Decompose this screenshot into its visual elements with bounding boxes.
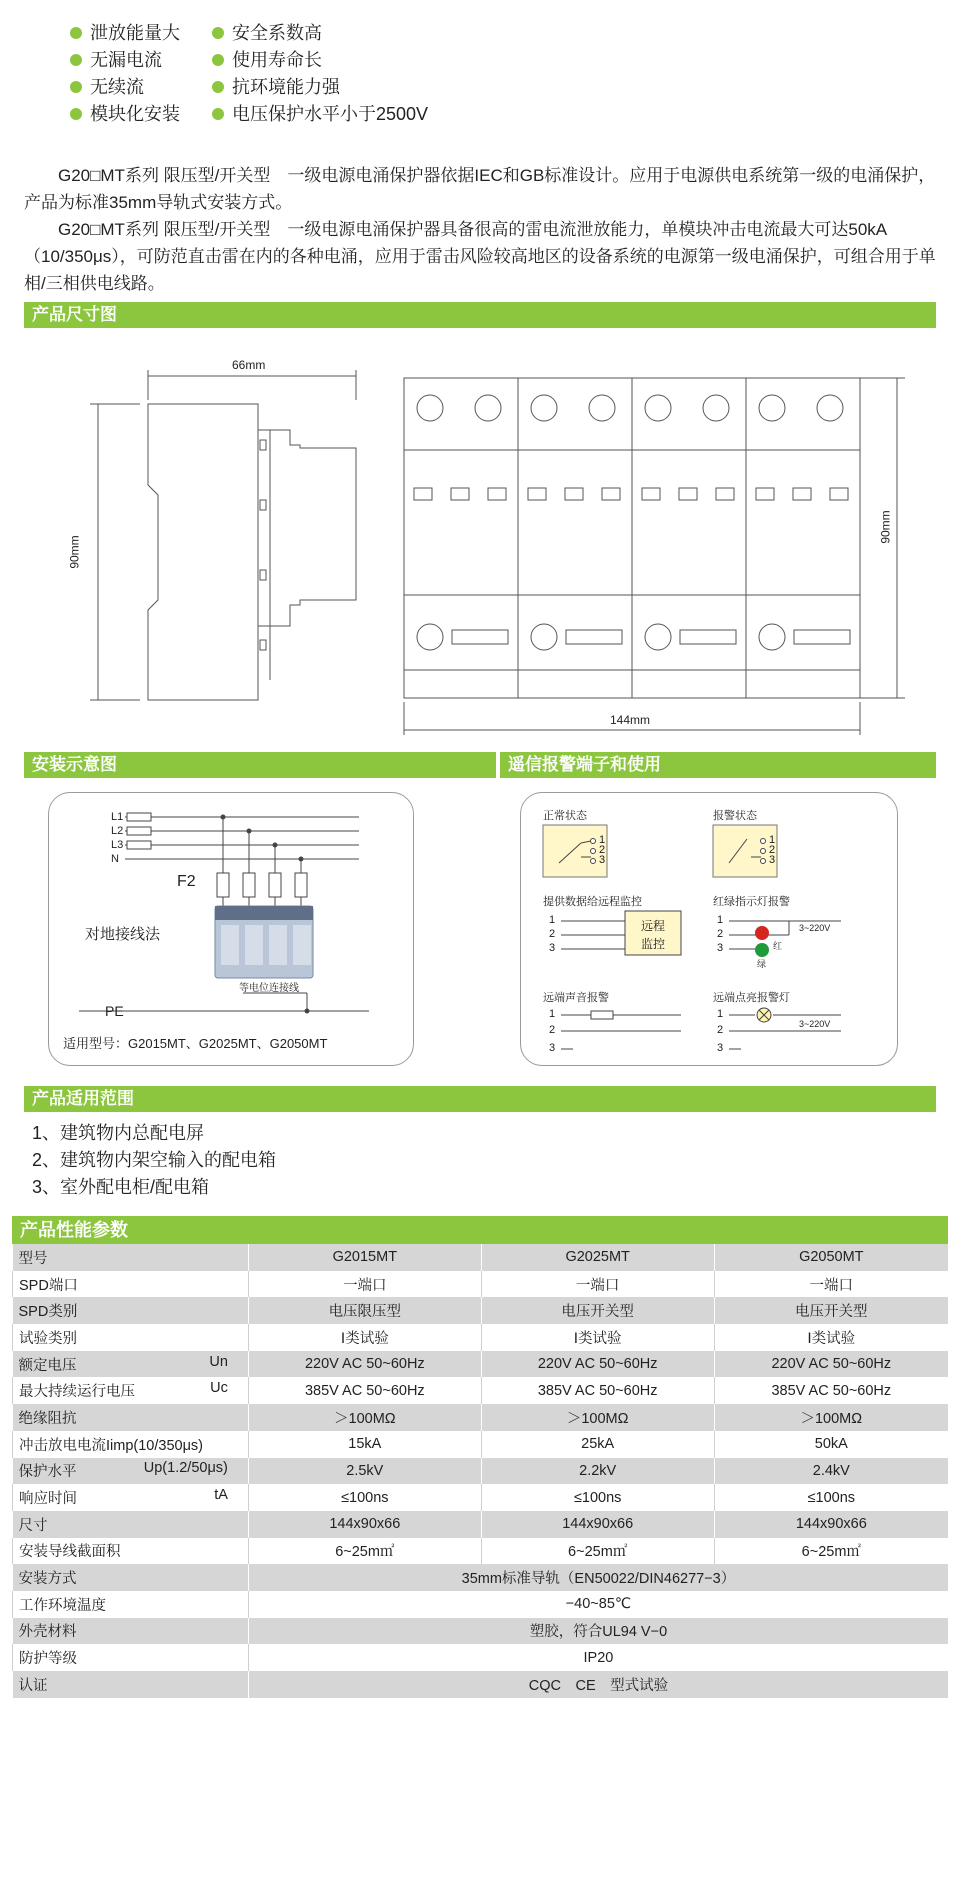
table-cell: Ⅰ类试验 <box>714 1324 948 1351</box>
pin-label: 1 <box>549 914 556 926</box>
voltage-label: 3~220V <box>799 923 831 933</box>
dimension-svg <box>0 340 960 760</box>
pin-label: 2 <box>717 928 724 940</box>
param-name-cell: 外壳材料 <box>13 1618 249 1645</box>
green-led-icon <box>755 943 769 957</box>
table-cell: 一端口 <box>714 1271 948 1298</box>
param-label: 额定电压 <box>18 1357 77 1374</box>
table-cell: 一端口 <box>481 1271 714 1298</box>
feature-item: 安全系数高 <box>212 20 322 46</box>
list-item: 3、室外配电柜/配电箱 <box>32 1177 210 1197</box>
table-row <box>13 1351 949 1378</box>
table-cell: 15kA <box>248 1431 481 1458</box>
param-label: 绝缘阻抗 <box>18 1410 77 1427</box>
line-label-n: N <box>111 853 119 865</box>
table-row <box>13 1538 949 1565</box>
param-name <box>19 1300 242 1321</box>
models-label: 适用型号：G2015MT、G2025MT、G2050MT <box>63 1036 328 1051</box>
feature-item: 模块化安装 <box>70 101 180 127</box>
pin-label: 2 <box>769 844 776 856</box>
param-name <box>19 1407 242 1428</box>
bullet-icon <box>212 81 224 93</box>
param-name-cell: 防护等级 <box>13 1644 249 1671</box>
pin-label: 1 <box>717 1008 724 1020</box>
table-cell: 6~25m㎡ <box>481 1538 714 1565</box>
param-label: SPD类别 <box>18 1304 78 1321</box>
dim-length-label: 144mm <box>610 713 651 727</box>
pin-label: 1 <box>549 1008 556 1020</box>
table-cell: 144x90x66 <box>714 1511 948 1538</box>
section-bar-spec: 产品性能参数 <box>12 1216 948 1244</box>
bullet-icon <box>212 54 224 66</box>
remote-panel <box>520 792 898 1066</box>
param-name <box>19 1540 242 1561</box>
intro-paragraph-1: G20□MT系列 限压型/开关型 一级电源电涌保护器依据IEC和GB标准设计。应用于电源供电系统第一级的电涌保护，产品为标准35mm导轨式安装方式。 <box>24 166 936 212</box>
param-label: 尺寸 <box>18 1517 48 1534</box>
table-row <box>13 1431 949 1458</box>
red-led-icon <box>755 926 769 940</box>
section-bar-dimensions: 产品尺寸图 <box>24 302 936 328</box>
table-row <box>13 1564 949 1591</box>
dim-height-front-label: 90mm <box>878 510 893 544</box>
param-name-cell <box>13 1458 249 1485</box>
param-name-cell <box>13 1271 249 1298</box>
section-bar-install: 安装示意图 <box>24 752 496 778</box>
param-name <box>19 1514 242 1535</box>
pin-label: 3 <box>599 854 606 866</box>
table-header-cell: G2015MT <box>248 1244 481 1271</box>
table-cell: 6~25m㎡ <box>248 1538 481 1565</box>
param-name <box>19 1354 242 1375</box>
param-name-cell <box>13 1324 249 1351</box>
pin-label: 1 <box>599 834 606 846</box>
param-name <box>19 1327 242 1348</box>
table-cell: 144x90x66 <box>248 1511 481 1538</box>
pin-label: 3 <box>717 1042 724 1054</box>
pin-label: 3 <box>769 854 776 866</box>
f2-label: F2 <box>177 873 196 890</box>
grounding-label: 对地接线法 <box>85 926 161 943</box>
table-cell: ≤100ns <box>481 1484 714 1511</box>
table-header-cell: G2025MT <box>481 1244 714 1271</box>
table-cell: Ⅰ类试验 <box>481 1324 714 1351</box>
param-name-cell: 安装方式 <box>13 1564 249 1591</box>
table-cell-merged: IP20 <box>248 1644 948 1671</box>
table-row <box>13 1324 949 1351</box>
red-label: 红 <box>773 941 783 951</box>
param-symbol: Up(1.2/50μs) <box>143 1460 228 1477</box>
param-label: 响应时间 <box>19 1491 77 1508</box>
param-name-cell: 认证 <box>13 1671 249 1698</box>
feature-item: 无续流 <box>70 74 144 100</box>
table-cell: 电压开关型 <box>714 1297 948 1324</box>
param-name <box>19 1434 242 1455</box>
list-item: 1、建筑物内总配电屏 <box>32 1123 205 1143</box>
param-name <box>19 1460 242 1481</box>
table-row <box>13 1404 949 1431</box>
table-row <box>13 1484 949 1511</box>
feature-item: 使用寿命长 <box>212 47 322 73</box>
voltage-label: 3~220V <box>799 1019 831 1029</box>
table-row <box>13 1377 949 1404</box>
table-row <box>13 1458 949 1485</box>
pin-label: 3 <box>549 1042 556 1054</box>
table-cell: 220V AC 50~60Hz <box>714 1351 948 1378</box>
table-cell: 电压限压型 <box>248 1297 481 1324</box>
table-cell: ＞100MΩ <box>248 1404 481 1431</box>
list-item: 2、建筑物内架空输入的配电箱 <box>32 1150 277 1170</box>
param-label: 冲击放电电流Iimp(10/350μs) <box>19 1437 204 1454</box>
table-cell: 385V AC 50~60Hz <box>481 1377 714 1404</box>
sound-alarm-label: 远端声音报警 <box>543 992 609 1004</box>
bullet-icon <box>70 27 82 39</box>
lamp-alarm-label: 远端点亮报警灯 <box>713 992 790 1004</box>
table-header-row <box>13 1244 949 1271</box>
param-label: 安装导线截面积 <box>19 1544 121 1561</box>
table-row <box>13 1271 949 1298</box>
alarm-state-label: 报警状态 <box>713 810 757 822</box>
table-cell: 220V AC 50~60Hz <box>481 1351 714 1378</box>
table-cell-merged: −40~85℃ <box>248 1591 948 1618</box>
normal-state-label: 正常状态 <box>543 810 587 822</box>
bullet-icon <box>212 27 224 39</box>
table-cell: ＞100MΩ <box>714 1404 948 1431</box>
param-name <box>19 1487 242 1508</box>
table-row <box>13 1618 949 1645</box>
table-cell: 385V AC 50~60Hz <box>714 1377 948 1404</box>
param-name-cell <box>13 1404 249 1431</box>
table-cell: ＞100MΩ <box>481 1404 714 1431</box>
param-name-cell <box>13 1351 249 1378</box>
table-row <box>13 1511 949 1538</box>
param-name-cell <box>13 1484 249 1511</box>
bullet-icon <box>70 81 82 93</box>
bullet-icon <box>70 108 82 120</box>
table-cell: 一端口 <box>248 1271 481 1298</box>
remote-diagram <box>521 793 897 1065</box>
pin-label: 2 <box>549 1024 556 1036</box>
table-row <box>13 1671 949 1698</box>
line-label-l1: L1 <box>111 811 124 823</box>
table-row <box>13 1591 949 1618</box>
dim-height-side-label: 90mm <box>67 535 82 569</box>
intro-text <box>24 162 936 297</box>
equipotential-label: 等电位连接线 <box>239 983 299 994</box>
table-cell: 144x90x66 <box>481 1511 714 1538</box>
table-row <box>13 1297 949 1324</box>
pin-label: 1 <box>769 834 776 846</box>
param-symbol: Uc <box>210 1380 228 1397</box>
table-cell: 220V AC 50~60Hz <box>248 1351 481 1378</box>
param-name-cell <box>13 1297 249 1324</box>
param-name-cell <box>13 1511 249 1538</box>
bullet-icon <box>212 108 224 120</box>
table-cell-merged: 35mm标准导轨（EN50022/DIN46277−3） <box>248 1564 948 1591</box>
param-name-cell <box>13 1431 249 1458</box>
feature-item: 电压保护水平小于2500V <box>212 101 428 127</box>
install-panel <box>48 792 414 1066</box>
feature-item: 抗环境能力强 <box>212 74 340 100</box>
alarm-state-switch <box>713 825 777 877</box>
table-cell: 6~25m㎡ <box>714 1538 948 1565</box>
pin-label: 3 <box>717 942 724 954</box>
green-label: 绿 <box>757 959 767 969</box>
line-label-l2: L2 <box>111 825 124 837</box>
table-cell-merged: 塑胶，符合UL94 V−0 <box>248 1618 948 1645</box>
table-cell: 2.2kV <box>481 1458 714 1485</box>
data-monitor-label: 提供数据给远程监控 <box>543 896 642 908</box>
param-name <box>19 1274 242 1295</box>
remote-box-label-1: 远程 <box>641 919 666 933</box>
param-label: 保护水平 <box>18 1464 77 1481</box>
param-name-cell <box>13 1377 249 1404</box>
scope-list <box>32 1120 276 1201</box>
param-label: 最大持续运行电压 <box>19 1384 135 1401</box>
pin-label: 3 <box>549 942 556 954</box>
table-header-cell: G2050MT <box>714 1244 948 1271</box>
table-cell: 2.4kV <box>714 1458 948 1485</box>
table-cell: ≤100ns <box>714 1484 948 1511</box>
table-cell: 25kA <box>481 1431 714 1458</box>
param-name-cell <box>13 1538 249 1565</box>
table-cell: 2.5kV <box>248 1458 481 1485</box>
normal-state-switch <box>543 825 607 877</box>
pe-label: PE <box>105 1003 124 1019</box>
spec-table <box>12 1244 948 1698</box>
param-label: SPD端口 <box>19 1277 78 1294</box>
line-label-l3: L3 <box>111 839 124 851</box>
param-label: 试验类别 <box>19 1330 77 1347</box>
remote-box-label-2: 监控 <box>641 937 666 951</box>
table-cell: 电压开关型 <box>481 1297 714 1324</box>
dim-width-label: 66mm <box>232 358 266 372</box>
param-symbol: Un <box>209 1353 228 1370</box>
pin-label: 1 <box>717 914 724 926</box>
pin-label: 2 <box>717 1024 724 1036</box>
section-bar-remote: 遥信报警端子和使用 <box>500 752 936 778</box>
table-cell: ≤100ns <box>248 1484 481 1511</box>
feature-item: 泄放能量大 <box>70 20 180 46</box>
table-cell-merged: CQC CE 型式试验 <box>248 1671 948 1698</box>
param-symbol: tA <box>214 1487 228 1504</box>
table-header-cell: 型号 <box>13 1244 249 1271</box>
bullet-icon <box>70 54 82 66</box>
table-cell: 50kA <box>714 1431 948 1458</box>
param-name <box>19 1380 242 1401</box>
feature-item: 无漏电流 <box>70 47 162 73</box>
table-cell: 385V AC 50~60Hz <box>248 1377 481 1404</box>
led-alarm-label: 红绿指示灯报警 <box>713 896 790 908</box>
spd-module-photo <box>215 906 313 978</box>
intro-paragraph-2: G20□MT系列 限压型/开关型 一级电源电涌保护器具备很高的雷电流泄放能力，单模块冲击电流最大可达50kA（10/350μs），可防范直击雷在内的各种电涌，应用于雷击风险较高地区的设备系统的电源第一级电涌保护，可组合用于单相/三相供电线路。 <box>24 220 936 293</box>
pin-label: 2 <box>599 844 606 856</box>
table-cell: Ⅰ类试验 <box>248 1324 481 1351</box>
param-name-cell: 工作环境温度 <box>13 1591 249 1618</box>
pin-label: 2 <box>549 928 556 940</box>
table-row <box>13 1644 949 1671</box>
section-bar-scope: 产品适用范围 <box>24 1086 936 1112</box>
